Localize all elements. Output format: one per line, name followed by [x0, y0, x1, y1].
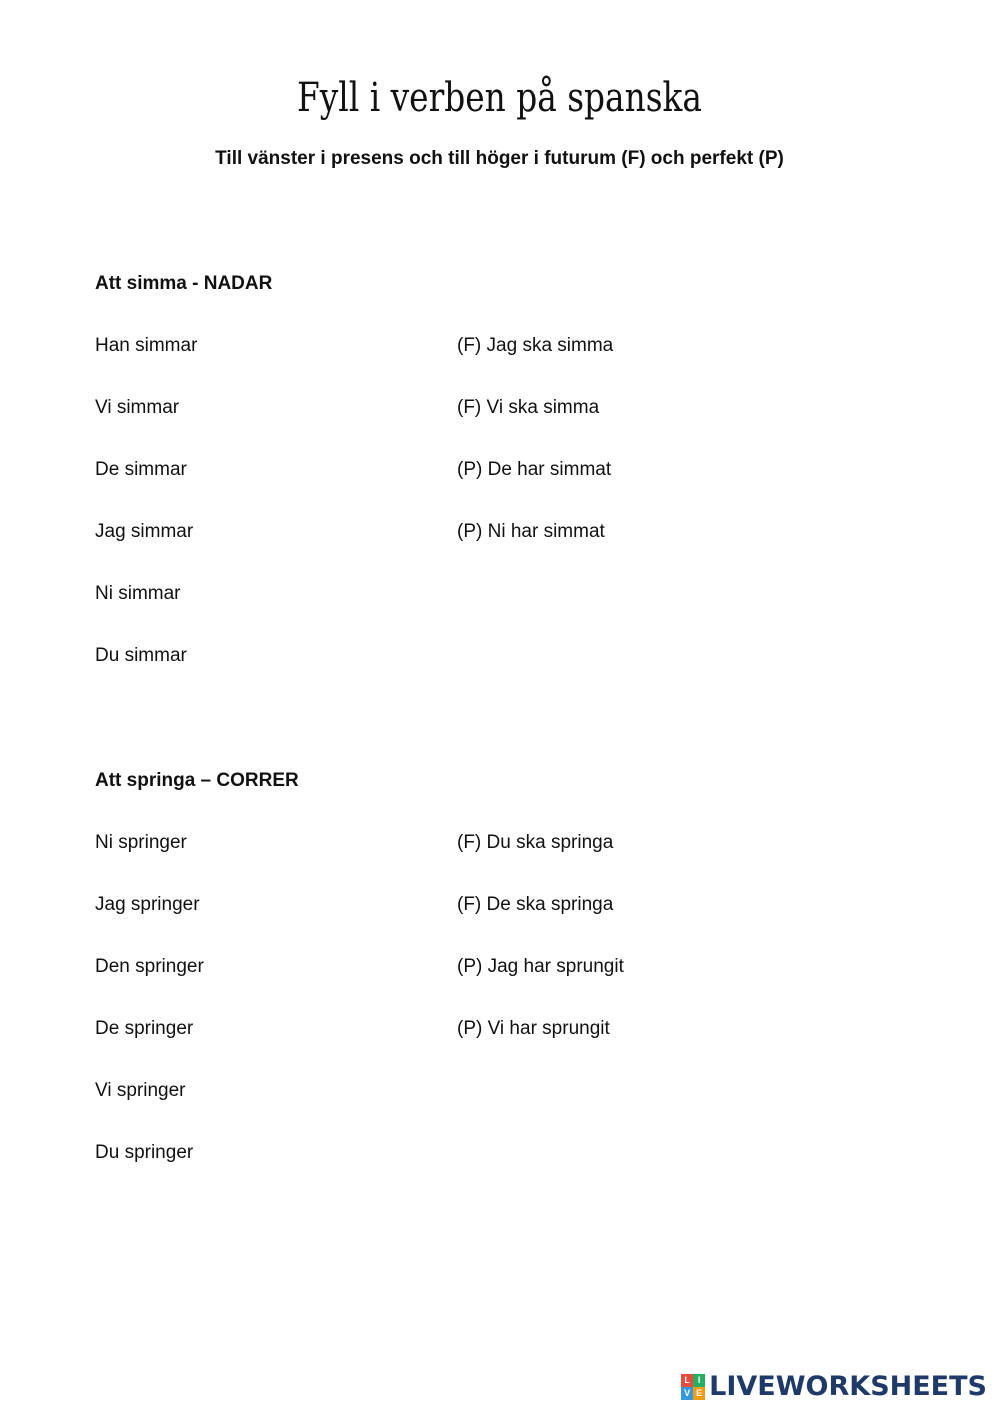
present-item: Ni simmar — [95, 583, 181, 604]
present-item: De simmar — [95, 459, 187, 480]
section-nadar — [95, 270, 915, 704]
exercise-row — [95, 1139, 915, 1201]
logo-tile-e: E — [693, 1387, 705, 1400]
exercise-rows — [95, 829, 915, 1201]
exercise-row — [95, 394, 915, 456]
present-item: Vi springer — [95, 1080, 186, 1101]
present-item: Vi simmar — [95, 397, 180, 418]
present-item: Ni springer — [95, 832, 187, 853]
future-perfect-item: (F) Du ska springa — [457, 832, 614, 853]
logo-text: LIVEWORKSHEETS — [709, 1371, 987, 1402]
future-perfect-item: (P) De har simmat — [457, 459, 612, 480]
present-item: Jag simmar — [95, 521, 194, 542]
exercise-row — [95, 580, 915, 642]
future-perfect-item: (P) Vi har sprungit — [457, 1018, 610, 1039]
logo-tile-i: I — [693, 1374, 705, 1387]
future-perfect-item: (F) De ska springa — [457, 894, 614, 915]
exercise-rows — [95, 332, 915, 704]
present-item: De springer — [95, 1018, 194, 1039]
exercise-row — [95, 518, 915, 580]
section-heading: Att simma - NADAR — [95, 273, 273, 294]
exercise-row — [95, 891, 915, 953]
exercise-row — [95, 642, 915, 704]
future-perfect-item: (P) Ni har simmat — [457, 521, 605, 542]
present-item: Den springer — [95, 956, 204, 977]
section-correr — [95, 767, 915, 1201]
exercise-row — [95, 456, 915, 518]
future-perfect-item: (F) Jag ska simma — [457, 335, 614, 356]
exercise-row — [95, 332, 915, 394]
present-item: Du simmar — [95, 645, 187, 666]
future-perfect-item: (P) Jag har sprungit — [457, 956, 624, 977]
liveworksheets-logo — [681, 1372, 987, 1402]
future-perfect-item: (F) Vi ska simma — [457, 397, 600, 418]
logo-tile-l: L — [681, 1374, 693, 1387]
page-title: Fyll i verben på spanska — [297, 75, 702, 121]
liveworksheets-logo-icon — [681, 1374, 705, 1400]
present-item: Han simmar — [95, 335, 198, 356]
section-heading: Att springa – CORRER — [95, 770, 299, 791]
exercise-row — [95, 1015, 915, 1077]
exercise-row — [95, 1077, 915, 1139]
page-subtitle: Till vänster i presens och till höger i futurum (F) och perfekt (P) — [215, 148, 784, 169]
present-item: Jag springer — [95, 894, 200, 915]
present-item: Du springer — [95, 1142, 194, 1163]
exercise-row — [95, 953, 915, 1015]
exercise-row — [95, 829, 915, 891]
logo-tile-v: V — [681, 1387, 693, 1400]
